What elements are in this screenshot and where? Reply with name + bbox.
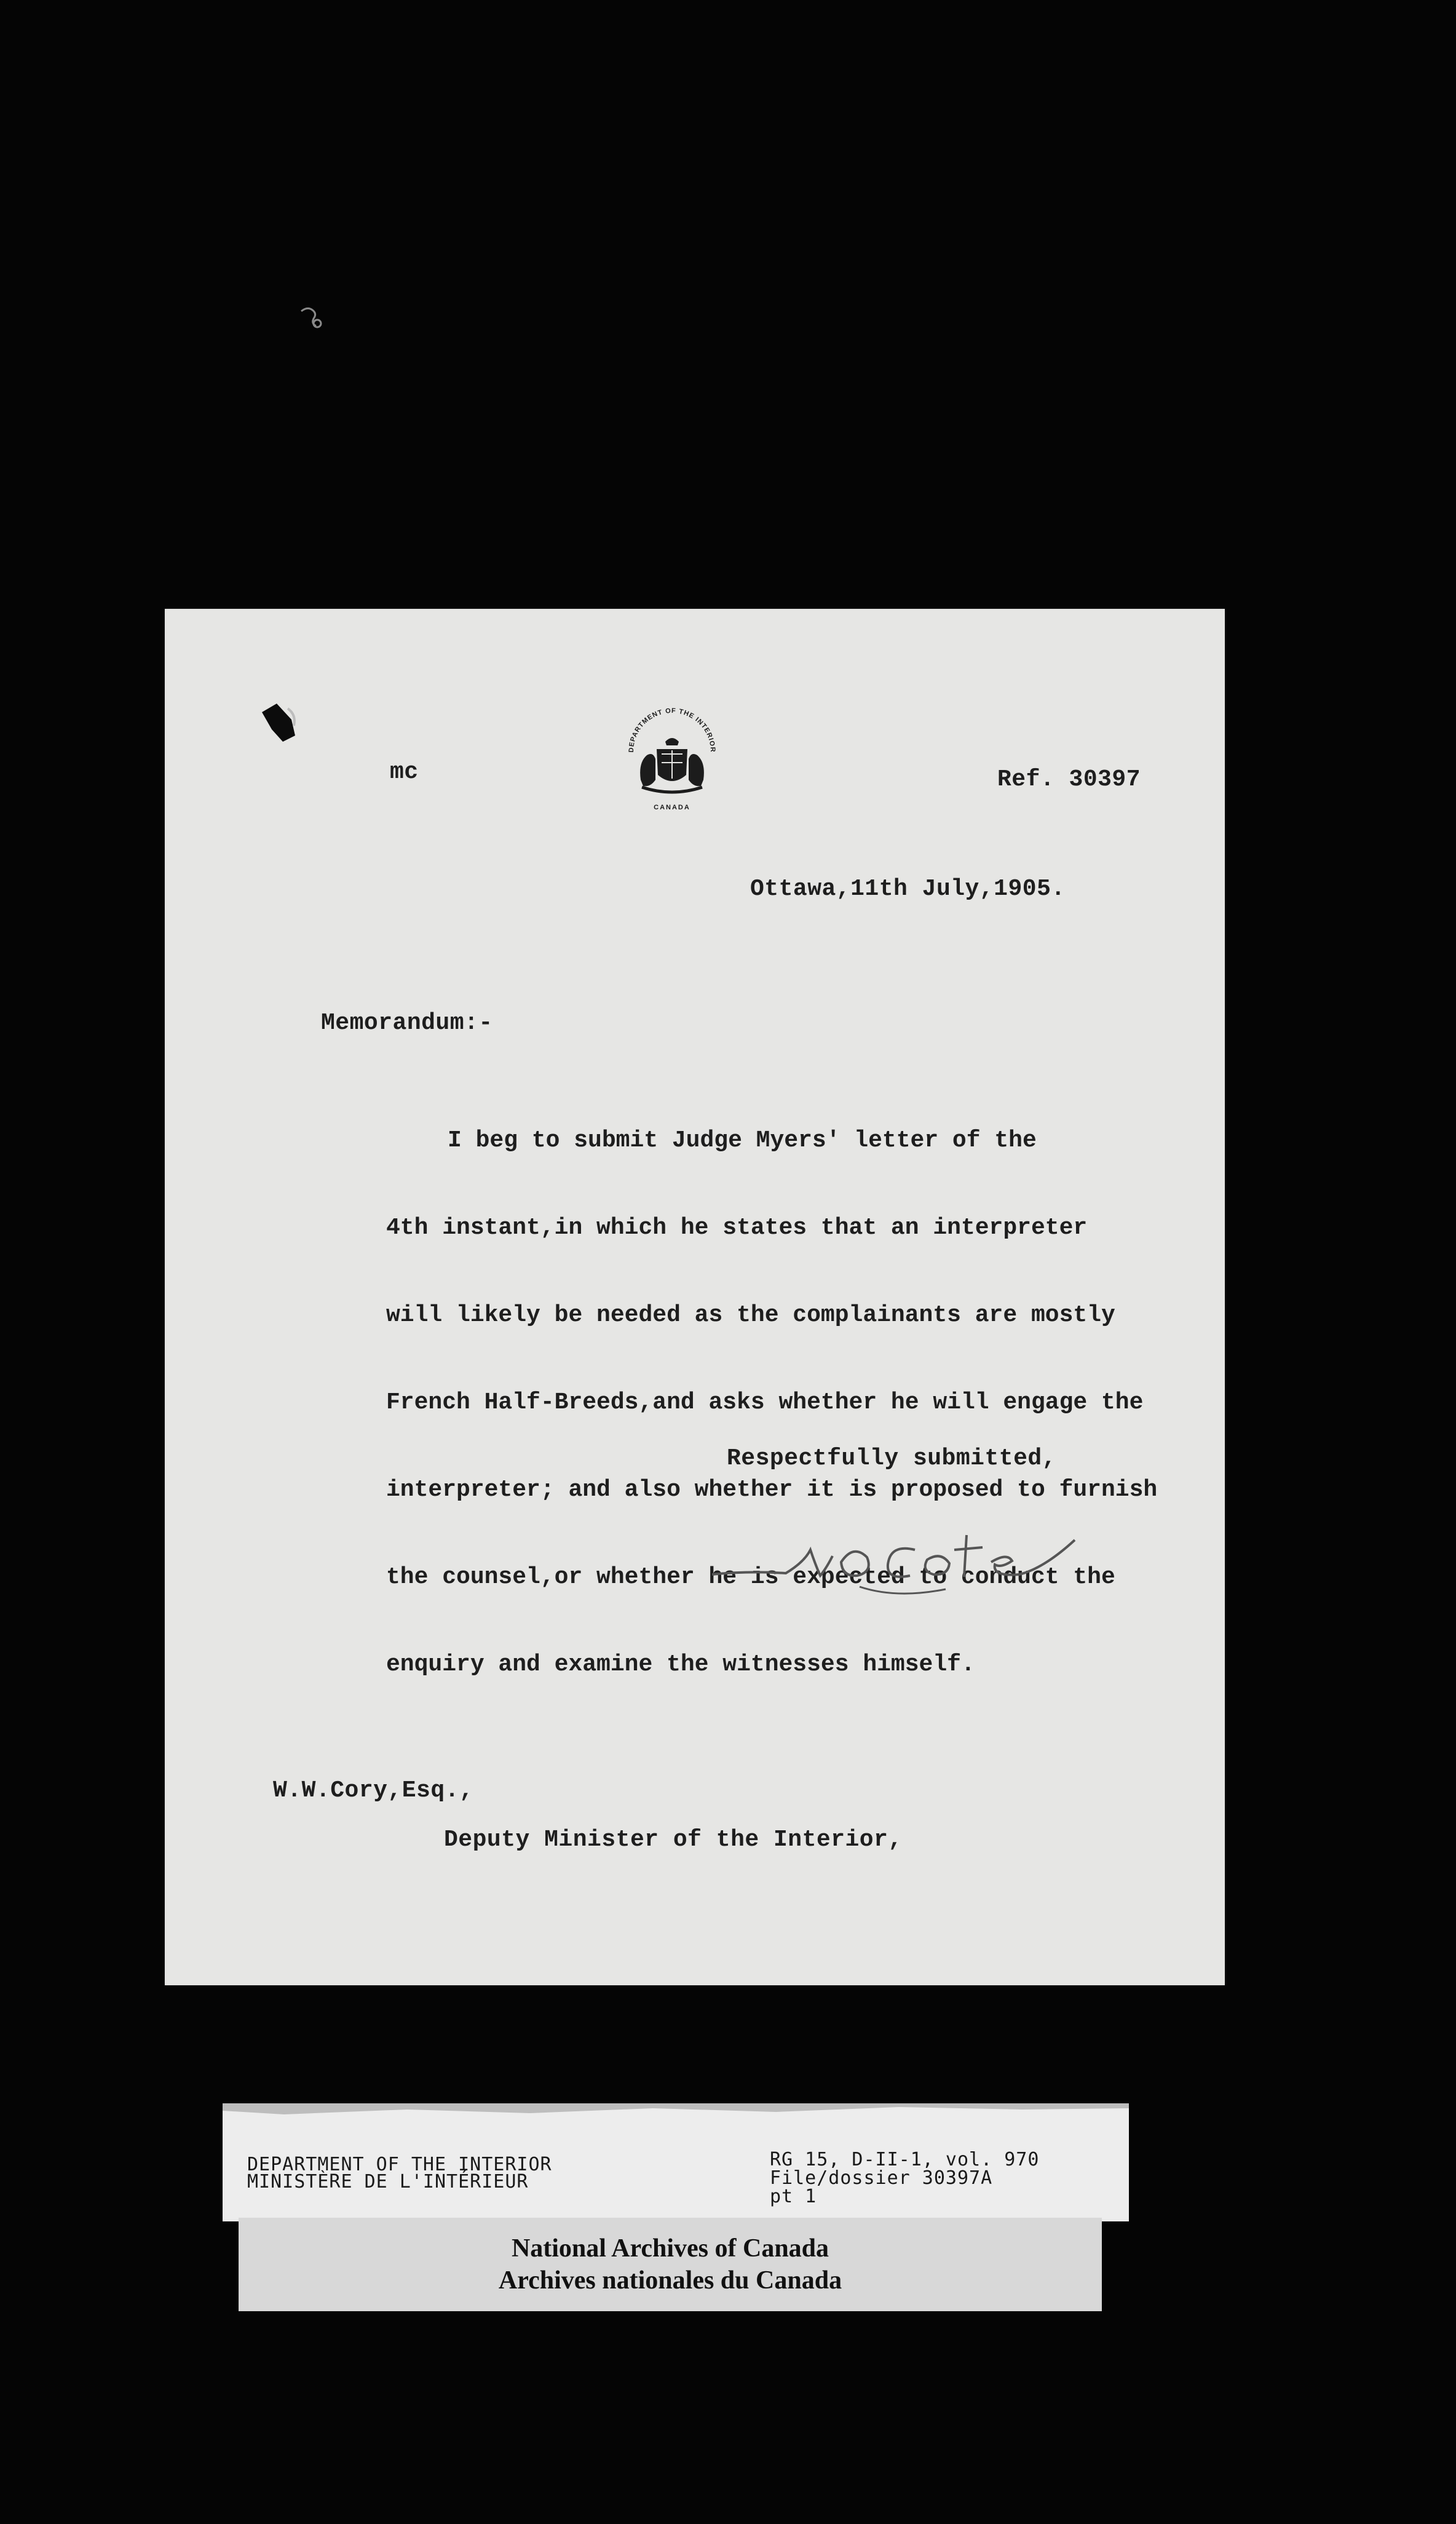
body-line: enquiry and examine the witnesses himself. bbox=[386, 1651, 975, 1678]
body-line: will likely be needed as the complainants are mostly bbox=[386, 1302, 1115, 1328]
record-group: RG 15, D-II-1, vol. 970 bbox=[770, 2149, 1040, 2170]
file-number: File/dossier 30397A bbox=[770, 2167, 993, 2189]
archives-name-en: National Archives of Canada bbox=[511, 2234, 829, 2263]
memorandum-heading: Memorandum:- bbox=[321, 1010, 493, 1036]
body-line: interpreter; and also whether it is proposed to furnish bbox=[386, 1477, 1158, 1503]
addressee-name: W.W.Cory,Esq., bbox=[273, 1777, 474, 1804]
typist-initials: mc bbox=[390, 759, 419, 785]
stray-ink-mark bbox=[299, 305, 327, 330]
crest-bottom-text: CANADA bbox=[654, 804, 690, 811]
svg-text:DEPARTMENT OF THE INTERIOR bbox=[628, 707, 716, 753]
body-line: I beg to submit Judge Myers' letter of the bbox=[448, 1127, 1037, 1154]
crest-arc-text: DEPARTMENT OF THE INTERIOR bbox=[627, 707, 717, 753]
archives-name-fr: Archives nationales du Canada bbox=[498, 2266, 842, 2295]
file-part: pt 1 bbox=[770, 2186, 817, 2207]
body-line: French Half-Breeds,and asks whether he will engage the bbox=[386, 1389, 1144, 1416]
closing-line: Respectfully submitted, bbox=[727, 1445, 1056, 1472]
department-name-en: DEPARTMENT OF THE INTERIOR bbox=[247, 2154, 552, 2175]
handwritten-signature bbox=[712, 1525, 1155, 1642]
body-line: 4th instant,in which he states that an interpreter bbox=[386, 1215, 1088, 1241]
punch-hole-mark bbox=[258, 701, 301, 744]
memorandum-page bbox=[165, 609, 1225, 1985]
addressee-title: Deputy Minister of the Interior, bbox=[444, 1827, 903, 1853]
body-line: the counsel,or whether he is expected to conduct the bbox=[386, 1564, 1115, 1590]
date-line: Ottawa,11th July,1905. bbox=[750, 876, 1066, 902]
department-name-fr: MINISTÈRE DE L'INTÉRIEUR bbox=[247, 2171, 529, 2193]
archives-banner bbox=[239, 2218, 1102, 2311]
department-crest-icon bbox=[620, 706, 724, 816]
torn-label-edge bbox=[223, 2103, 1129, 2123]
archive-reference-label bbox=[223, 2103, 1129, 2221]
reference-number: Ref. 30397 bbox=[997, 766, 1141, 793]
